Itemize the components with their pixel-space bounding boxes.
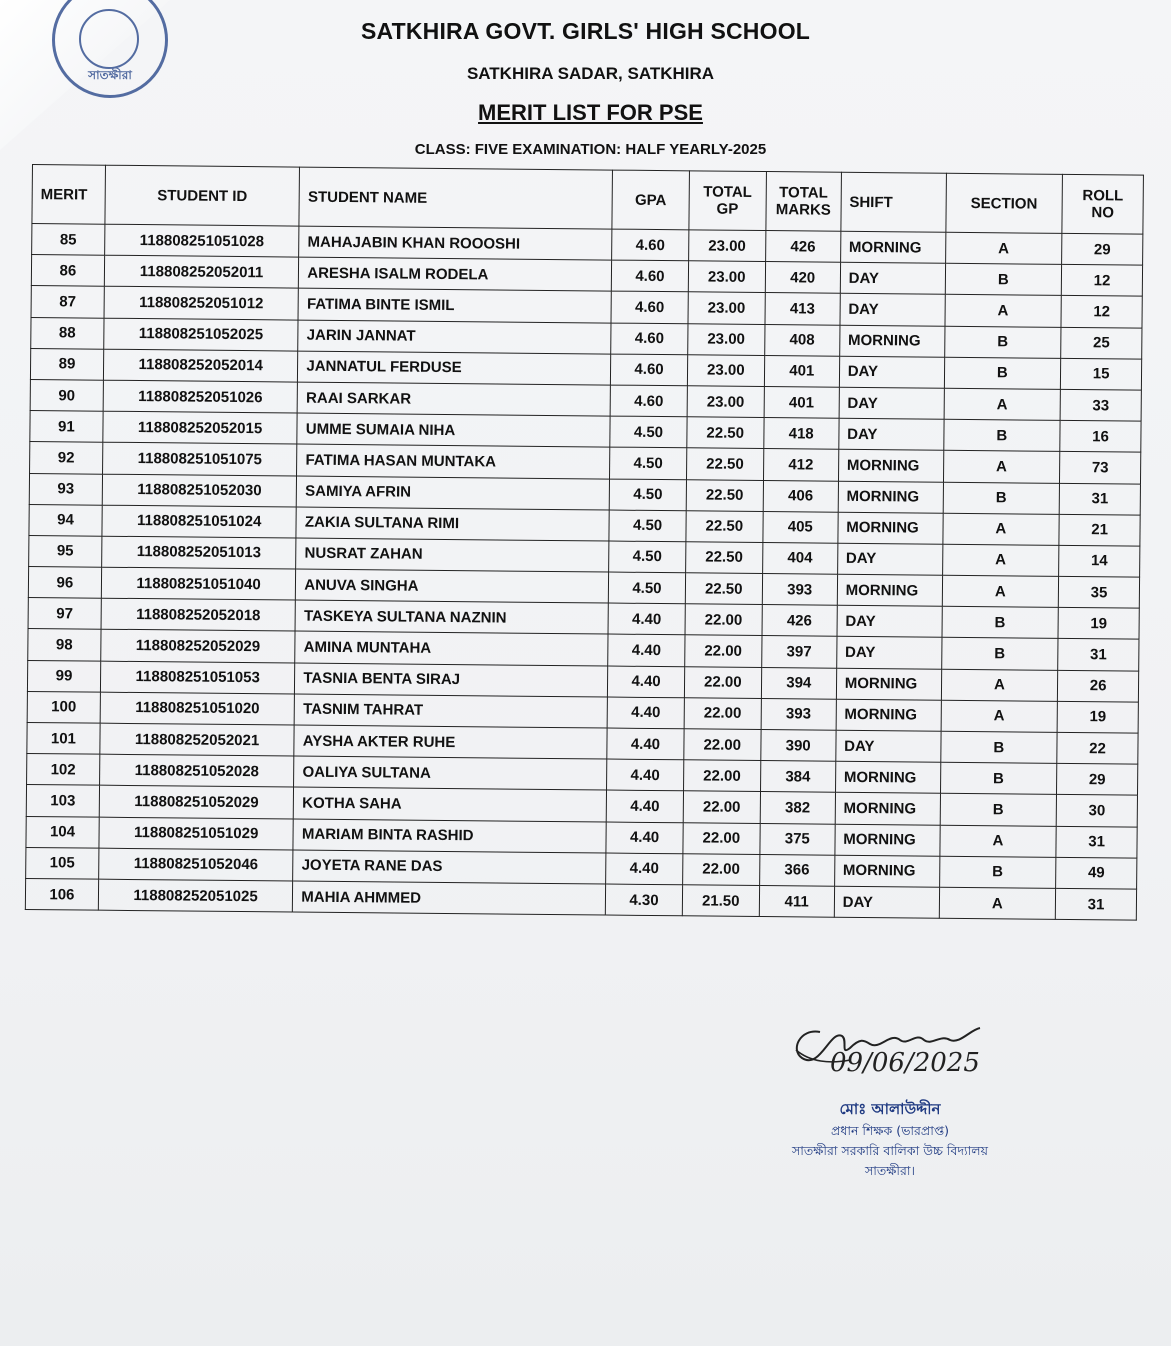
cell-roll-no: 22 xyxy=(1057,732,1138,764)
cell-student-id: 118808252052021 xyxy=(100,723,295,756)
cell-gpa: 4.50 xyxy=(608,572,685,604)
cell-roll-no: 31 xyxy=(1056,826,1137,858)
cell-total-marks: 426 xyxy=(762,605,837,637)
cell-total-marks: 406 xyxy=(763,480,838,512)
cell-section: A xyxy=(942,513,1059,545)
cell-total-marks: 418 xyxy=(764,418,839,450)
cell-total-marks: 404 xyxy=(762,542,837,574)
cell-student-id: 118808252052014 xyxy=(103,349,298,382)
cell-student-id: 118808251052029 xyxy=(99,786,294,819)
cell-section: A xyxy=(939,887,1056,919)
cell-student-id: 118808252051026 xyxy=(103,380,298,413)
cell-student-id: 118808251051020 xyxy=(100,692,295,725)
cell-student-name: OALIYA SULTANA xyxy=(294,756,607,790)
cell-gpa: 4.40 xyxy=(607,728,684,760)
signatory-place: সাতক্ষীরা। xyxy=(865,1163,915,1178)
exam-info: CLASS: FIVE EXAMINATION: HALF YEARLY-2025 xyxy=(414,141,767,158)
cell-total-gp: 23.00 xyxy=(688,323,765,355)
cell-gpa: 4.40 xyxy=(606,822,683,854)
cell-gpa: 4.60 xyxy=(610,385,687,417)
cell-total-gp: 22.50 xyxy=(686,479,763,511)
cell-shift: DAY xyxy=(837,605,942,637)
cell-merit: 103 xyxy=(26,785,99,817)
cell-roll-no: 31 xyxy=(1058,639,1139,671)
cell-section: A xyxy=(942,575,1059,607)
table-header-row xyxy=(32,165,1144,235)
cell-merit: 101 xyxy=(27,722,100,754)
cell-gpa: 4.40 xyxy=(608,666,685,698)
cell-gpa: 4.50 xyxy=(610,447,687,479)
cell-total-marks: 412 xyxy=(763,449,838,481)
cell-student-id: 118808251051028 xyxy=(105,224,300,257)
cell-merit: 95 xyxy=(29,535,102,567)
cell-roll-no: 49 xyxy=(1056,857,1137,889)
cell-shift: DAY xyxy=(837,543,942,575)
cell-student-id: 118808251051024 xyxy=(102,505,297,538)
cell-total-gp: 22.00 xyxy=(683,760,760,792)
cell-section: B xyxy=(945,263,1062,295)
cell-roll-no: 31 xyxy=(1059,483,1140,515)
cell-gpa: 4.40 xyxy=(608,603,685,635)
cell-section: B xyxy=(943,419,1060,451)
cell-merit: 106 xyxy=(25,878,98,910)
cell-roll-no: 16 xyxy=(1060,421,1141,453)
cell-merit: 97 xyxy=(28,598,101,630)
table-body xyxy=(25,224,1143,921)
cell-gpa: 4.40 xyxy=(607,759,684,791)
cell-merit: 86 xyxy=(31,255,104,287)
cell-merit: 100 xyxy=(27,691,100,723)
cell-gpa: 4.60 xyxy=(611,354,688,386)
cell-total-gp: 22.00 xyxy=(683,791,760,823)
cell-roll-no: 29 xyxy=(1057,764,1138,796)
cell-student-name: MAHAJABIN KHAN ROOOSHI xyxy=(299,226,612,260)
cell-total-gp: 22.00 xyxy=(683,822,760,854)
cell-student-name: NUSRAT ZAHAN xyxy=(296,538,609,572)
cell-student-id: 118808252051013 xyxy=(102,536,297,569)
cell-merit: 92 xyxy=(30,442,103,474)
cell-shift: DAY xyxy=(836,730,941,762)
cell-gpa: 4.60 xyxy=(611,323,688,355)
cell-total-gp: 22.00 xyxy=(682,854,759,886)
cell-total-marks: 413 xyxy=(765,293,840,325)
cell-total-marks: 401 xyxy=(764,355,839,387)
cell-shift: MORNING xyxy=(836,668,941,700)
cell-section: A xyxy=(944,388,1061,420)
cell-section: B xyxy=(940,762,1057,794)
cell-student-name: SAMIYA AFRIN xyxy=(297,476,610,510)
cell-shift: DAY xyxy=(836,637,941,669)
cell-student-id: 118808251051053 xyxy=(100,661,295,694)
cell-roll-no: 25 xyxy=(1061,327,1142,359)
cell-shift: MORNING xyxy=(836,699,941,731)
cell-section: B xyxy=(940,731,1057,763)
cell-student-name: MAHIA AHMMED xyxy=(293,881,606,915)
cell-section: B xyxy=(943,482,1060,514)
cell-student-id: 118808252052015 xyxy=(103,411,298,444)
cell-gpa: 4.50 xyxy=(610,416,687,448)
cell-student-name: UMME SUMAIA NIHA xyxy=(297,413,610,447)
cell-section: B xyxy=(944,357,1061,389)
cell-total-marks: 426 xyxy=(765,231,840,263)
cell-student-id: 118808252051025 xyxy=(98,879,293,912)
cell-section: A xyxy=(945,232,1062,264)
cell-shift: DAY xyxy=(834,886,939,918)
signatory-name: মোঃ আলাউদ্দীন xyxy=(839,1100,941,1118)
column-header-gpa: GPA xyxy=(612,170,689,230)
cell-total-gp: 22.50 xyxy=(686,510,763,542)
cell-merit: 88 xyxy=(31,317,104,349)
cell-total-marks: 394 xyxy=(761,667,836,699)
cell-student-id: 118808252052018 xyxy=(101,598,296,631)
cell-total-marks: 411 xyxy=(759,885,834,917)
cell-student-id: 118808251052030 xyxy=(102,474,297,507)
cell-shift: MORNING xyxy=(834,855,939,887)
cell-student-name: TASNIM TAHRAT xyxy=(294,694,607,728)
cell-student-name: AMINA MUNTAHA xyxy=(295,631,608,665)
cell-student-id: 118808252051012 xyxy=(104,287,299,320)
cell-section: A xyxy=(941,669,1058,701)
school-address: SATKHIRA SADAR, SATKHIRA xyxy=(466,64,715,83)
cell-merit: 96 xyxy=(28,567,101,599)
cell-gpa: 4.30 xyxy=(605,884,682,916)
cell-shift: DAY xyxy=(839,418,944,450)
cell-roll-no: 12 xyxy=(1061,265,1142,297)
cell-shift: MORNING xyxy=(835,824,940,856)
cell-merit: 102 xyxy=(27,754,100,786)
cell-merit: 98 xyxy=(28,629,101,661)
cell-student-name: TASNIA BENTA SIRAJ xyxy=(295,663,608,697)
cell-section: B xyxy=(939,856,1056,888)
cell-total-gp: 23.00 xyxy=(687,355,764,387)
cell-shift: DAY xyxy=(839,356,944,388)
cell-roll-no: 19 xyxy=(1058,608,1139,640)
headmaster-signature-block xyxy=(760,1098,1020,1183)
column-header-merit: MERIT xyxy=(32,165,105,225)
cell-shift: DAY xyxy=(840,294,945,326)
cell-shift: MORNING xyxy=(835,761,940,793)
cell-total-gp: 21.50 xyxy=(682,885,759,917)
cell-shift: DAY xyxy=(840,262,945,294)
cell-merit: 89 xyxy=(30,348,103,380)
cell-merit: 99 xyxy=(27,660,100,692)
cell-gpa: 4.40 xyxy=(606,790,683,822)
cell-student-id: 118808251051040 xyxy=(101,567,296,600)
cell-total-marks: 393 xyxy=(762,574,837,606)
cell-roll-no: 35 xyxy=(1058,576,1139,608)
cell-student-name: JARIN JANNAT xyxy=(298,320,611,354)
cell-section: A xyxy=(941,700,1058,732)
cell-total-marks: 397 xyxy=(761,636,836,668)
cell-student-name: RAAI SARKAR xyxy=(297,382,610,416)
cell-section: B xyxy=(944,326,1061,358)
signature-date: 09/06/2025 xyxy=(830,1048,980,1078)
cell-student-name: KOTHA SAHA xyxy=(294,787,607,821)
cell-merit: 105 xyxy=(26,847,99,879)
cell-student-name: JANNATUL FERDUSE xyxy=(298,351,611,385)
cell-total-marks: 408 xyxy=(764,324,839,356)
cell-roll-no: 12 xyxy=(1061,296,1142,328)
cell-total-marks: 405 xyxy=(763,511,838,543)
cell-student-name: ARESHA ISALM RODELA xyxy=(299,257,612,291)
cell-section: A xyxy=(943,451,1060,483)
cell-student-id: 118808251051029 xyxy=(99,817,294,850)
cell-shift: MORNING xyxy=(838,512,943,544)
cell-student-id: 118808251051075 xyxy=(102,443,297,476)
cell-total-marks: 384 xyxy=(760,761,835,793)
cell-student-id: 118808251052046 xyxy=(99,848,294,881)
cell-roll-no: 29 xyxy=(1062,233,1143,265)
cell-total-gp: 23.00 xyxy=(688,261,765,293)
cell-roll-no: 19 xyxy=(1057,701,1138,733)
cell-student-name: AYSHA AKTER RUHE xyxy=(294,725,607,759)
cell-gpa: 4.40 xyxy=(608,634,685,666)
signatory-institution: সাতক্ষীরা সরকারি বালিকা উচ্চ বিদ্যালয় xyxy=(792,1143,988,1158)
cell-roll-no: 73 xyxy=(1060,452,1141,484)
cell-total-marks: 390 xyxy=(761,730,836,762)
cell-merit: 85 xyxy=(32,224,105,256)
cell-shift: MORNING xyxy=(838,481,943,513)
cell-gpa: 4.50 xyxy=(609,510,686,542)
cell-merit: 94 xyxy=(29,504,102,536)
column-header-section: SECTION xyxy=(945,173,1062,233)
cell-roll-no: 31 xyxy=(1055,888,1136,920)
merit-table xyxy=(25,164,1144,921)
cell-roll-no: 26 xyxy=(1058,670,1139,702)
cell-total-gp: 22.00 xyxy=(684,698,761,730)
cell-section: A xyxy=(939,825,1056,857)
cell-student-id: 118808251052028 xyxy=(99,754,294,787)
column-header-student-id: STUDENT ID xyxy=(105,165,300,226)
cell-student-id: 118808251052025 xyxy=(104,318,299,351)
cell-shift: MORNING xyxy=(835,793,940,825)
cell-gpa: 4.60 xyxy=(612,229,689,261)
cell-total-gp: 23.00 xyxy=(688,292,765,324)
cell-total-marks: 401 xyxy=(764,386,839,418)
cell-section: A xyxy=(942,544,1059,576)
cell-gpa: 4.40 xyxy=(606,853,683,885)
cell-total-gp: 23.00 xyxy=(687,386,764,418)
cell-section: B xyxy=(942,607,1059,639)
cell-merit: 91 xyxy=(30,411,103,443)
cell-total-marks: 366 xyxy=(759,854,834,886)
cell-total-gp: 22.00 xyxy=(685,604,762,636)
cell-student-id: 118808252052011 xyxy=(104,255,299,288)
cell-roll-no: 33 xyxy=(1060,389,1141,421)
cell-student-name: FATIMA BINTE ISMIL xyxy=(298,288,611,322)
cell-student-name: ANUVA SINGHA xyxy=(296,569,609,603)
cell-shift: DAY xyxy=(839,387,944,419)
cell-total-marks: 382 xyxy=(760,792,835,824)
signatory-designation: প্রধান শিক্ষক (ভারপ্রাপ্ত) xyxy=(830,1123,949,1138)
cell-roll-no: 21 xyxy=(1059,514,1140,546)
cell-total-marks: 375 xyxy=(760,823,835,855)
cell-shift: MORNING xyxy=(840,231,945,263)
cell-roll-no: 14 xyxy=(1059,545,1140,577)
cell-gpa: 4.50 xyxy=(609,541,686,573)
cell-student-id: 118808252052029 xyxy=(101,630,296,663)
cell-total-gp: 22.50 xyxy=(685,573,762,605)
cell-student-name: JOYETA RANE DAS xyxy=(293,850,606,884)
cell-total-gp: 22.00 xyxy=(684,729,761,761)
cell-merit: 90 xyxy=(30,379,103,411)
cell-shift: MORNING xyxy=(837,574,942,606)
cell-roll-no: 15 xyxy=(1061,358,1142,390)
cell-student-name: MARIAM BINTA RASHID xyxy=(293,819,606,853)
cell-total-gp: 22.00 xyxy=(684,666,761,698)
column-header-total-gp: TOTAL GP xyxy=(689,171,766,231)
cell-gpa: 4.40 xyxy=(607,697,684,729)
cell-section: A xyxy=(945,295,1062,327)
column-header-shift: SHIFT xyxy=(841,172,946,232)
cell-section: B xyxy=(940,794,1057,826)
column-header-roll-no: ROLL NO xyxy=(1062,174,1143,234)
cell-shift: MORNING xyxy=(839,325,944,357)
cell-shift: MORNING xyxy=(838,450,943,482)
cell-gpa: 4.60 xyxy=(611,260,688,292)
page-title: MERIT LIST FOR PSE xyxy=(478,100,703,125)
cell-student-name: TASKEYA SULTANA NAZNIN xyxy=(295,600,608,634)
cell-total-marks: 420 xyxy=(765,262,840,294)
cell-gpa: 4.60 xyxy=(611,291,688,323)
column-header-student-name: STUDENT NAME xyxy=(299,167,612,229)
cell-student-name: FATIMA HASAN MUNTAKA xyxy=(297,444,610,478)
cell-total-gp: 22.00 xyxy=(685,635,762,667)
cell-merit: 87 xyxy=(31,286,104,318)
cell-roll-no: 30 xyxy=(1056,795,1137,827)
cell-total-gp: 23.00 xyxy=(688,230,765,262)
cell-merit: 93 xyxy=(29,473,102,505)
cell-total-marks: 393 xyxy=(761,698,836,730)
cell-total-gp: 22.50 xyxy=(687,417,764,449)
cell-total-gp: 22.50 xyxy=(685,542,762,574)
cell-student-name: ZAKIA SULTANA RIMI xyxy=(296,507,609,541)
cell-section: B xyxy=(941,638,1058,670)
cell-total-gp: 22.50 xyxy=(686,448,763,480)
cell-gpa: 4.50 xyxy=(609,479,686,511)
column-header-total-marks: TOTAL MARKS xyxy=(766,172,842,232)
school-name: SATKHIRA GOVT. GIRLS' HIGH SCHOOL xyxy=(360,18,811,44)
seal-text: সাতক্ষীরা xyxy=(88,68,132,82)
cell-merit: 104 xyxy=(26,816,99,848)
